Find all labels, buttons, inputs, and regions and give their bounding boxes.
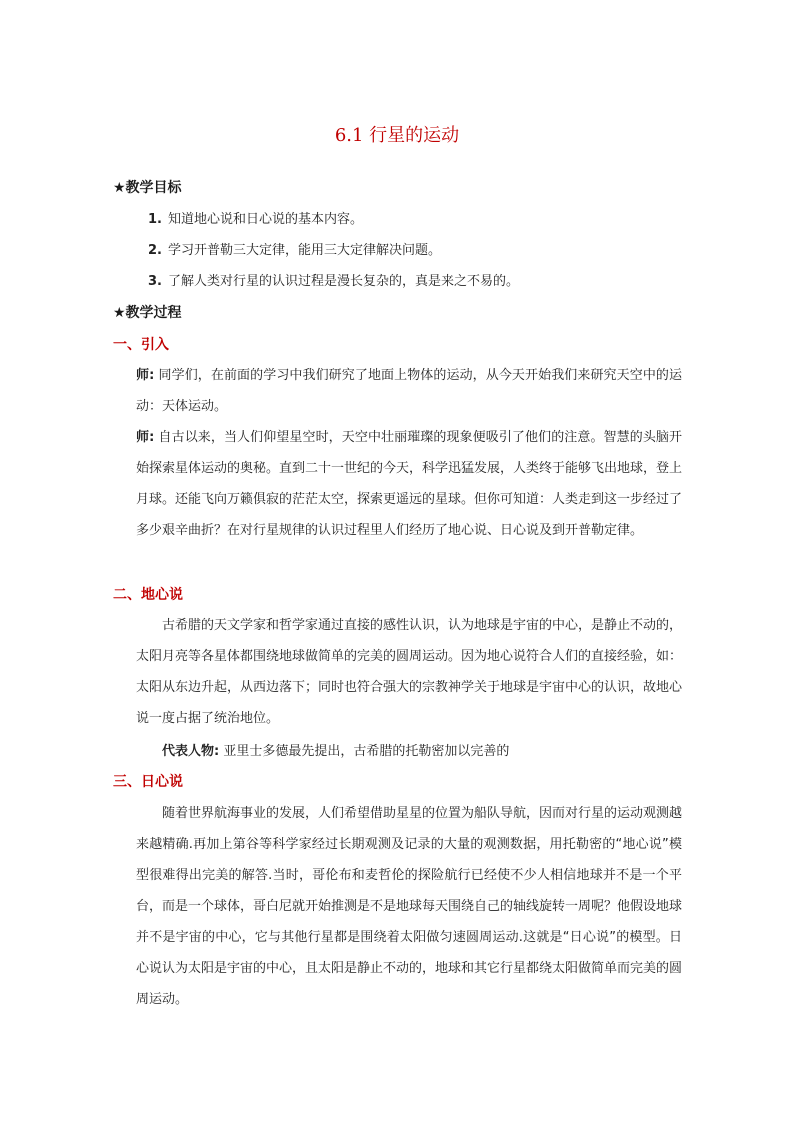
goal-item-3 [148,272,519,292]
representative-label: 代表人物: [162,744,220,759]
intro-paragraph-1-text: 同学们，在前面的学习中我们研究了地面上物体的运动，从今天开始我们来研究天空中的运动：天体运动。 [136,368,682,414]
page-title: 6.1 行星的运动 [334,125,460,146]
goal-item-number: 1. [148,212,162,227]
intro-paragraph-1 [136,360,682,422]
heliocentric-paragraph: 随着世界航海事业的发展，人们希望借助星星的位置为船队导航，因而对行星的运动观测越来越精确.再加上第谷等科学家经过长期观测及记录的大量的观测数据，用托勒密的“地心说”模型很难得出完美的解答.当时，哥伦布和麦哲伦的探险航行已经使不少人相信地球并不是一个平台，而是一个球体，哥白尼就开始推测是不是地球每天围绕自己的轴线旋转一周呢？他假设地球并不是宇宙的中心，它与其他行星都是围绕着太阳做匀速圆周运动.这就是“日心说”的模型。日心说认为太阳是宇宙的中心，且太阳是静止不动的，地球和其它行星都绕太阳做简单而完美的圆周运动。 [136,806,683,1007]
representative-text: 亚里士多德最先提出，古希腊的托勒密加以完善的 [219,744,510,759]
goal-item-text: 知道地心说和日心说的基本内容。 [167,212,363,227]
goal-item-2 [148,241,441,261]
teacher-label: 师: [136,368,155,383]
geocentric-representative [162,742,509,762]
goal-item-number: 3. [148,274,162,289]
process-heading: ★教学过程 [113,305,182,321]
heliocentric-heading: 三、日心说 [113,774,183,790]
goals-heading: ★教学目标 [113,180,182,196]
intro-heading: 一、引入 [113,337,169,353]
goal-item-text: 了解人类对行星的认识过程是漫长复杂的，真是来之不易的。 [167,274,519,289]
goal-item-1 [148,210,363,230]
goal-item-number: 2. [148,243,162,258]
goal-item-text: 学习开普勒三大定律，能用三大定律解决问题。 [167,243,441,258]
intro-paragraph-2 [136,422,682,546]
geocentric-paragraph: 古希腊的天文学家和哲学家通过直接的感性认识，认为地球是宇宙的中心，是静止不动的，太阳月亮等各星体都围绕地球做简单的完美的圆周运动。因为地心说符合人们的直接经验，如：太阳从东边升起，从西边落下；同时也符合强大的宗教神学关于地球是宇宙中心的认识，故地心说一度占据了统治地位。 [136,618,683,726]
teacher-label: 师: [136,430,155,445]
geocentric-heading: 二、地心说 [113,587,183,603]
intro-paragraph-2-text: 自古以来，当人们仰望星空时，天空中壮丽璀璨的现象便吸引了他们的注意。智慧的头脑开始探索星体运动的奥秘。直到二十一世纪的今天，科学迅猛发展，人类终于能够飞出地球，登上月球。还能飞向万籁俱寂的茫茫太空，探索更遥远的星球。但你可知道：人类走到这一步经过了多少艰辛曲折？在对行星规律的认识过程里人们经历了地心说、日心说及到开普勒定律。 [136,430,683,538]
